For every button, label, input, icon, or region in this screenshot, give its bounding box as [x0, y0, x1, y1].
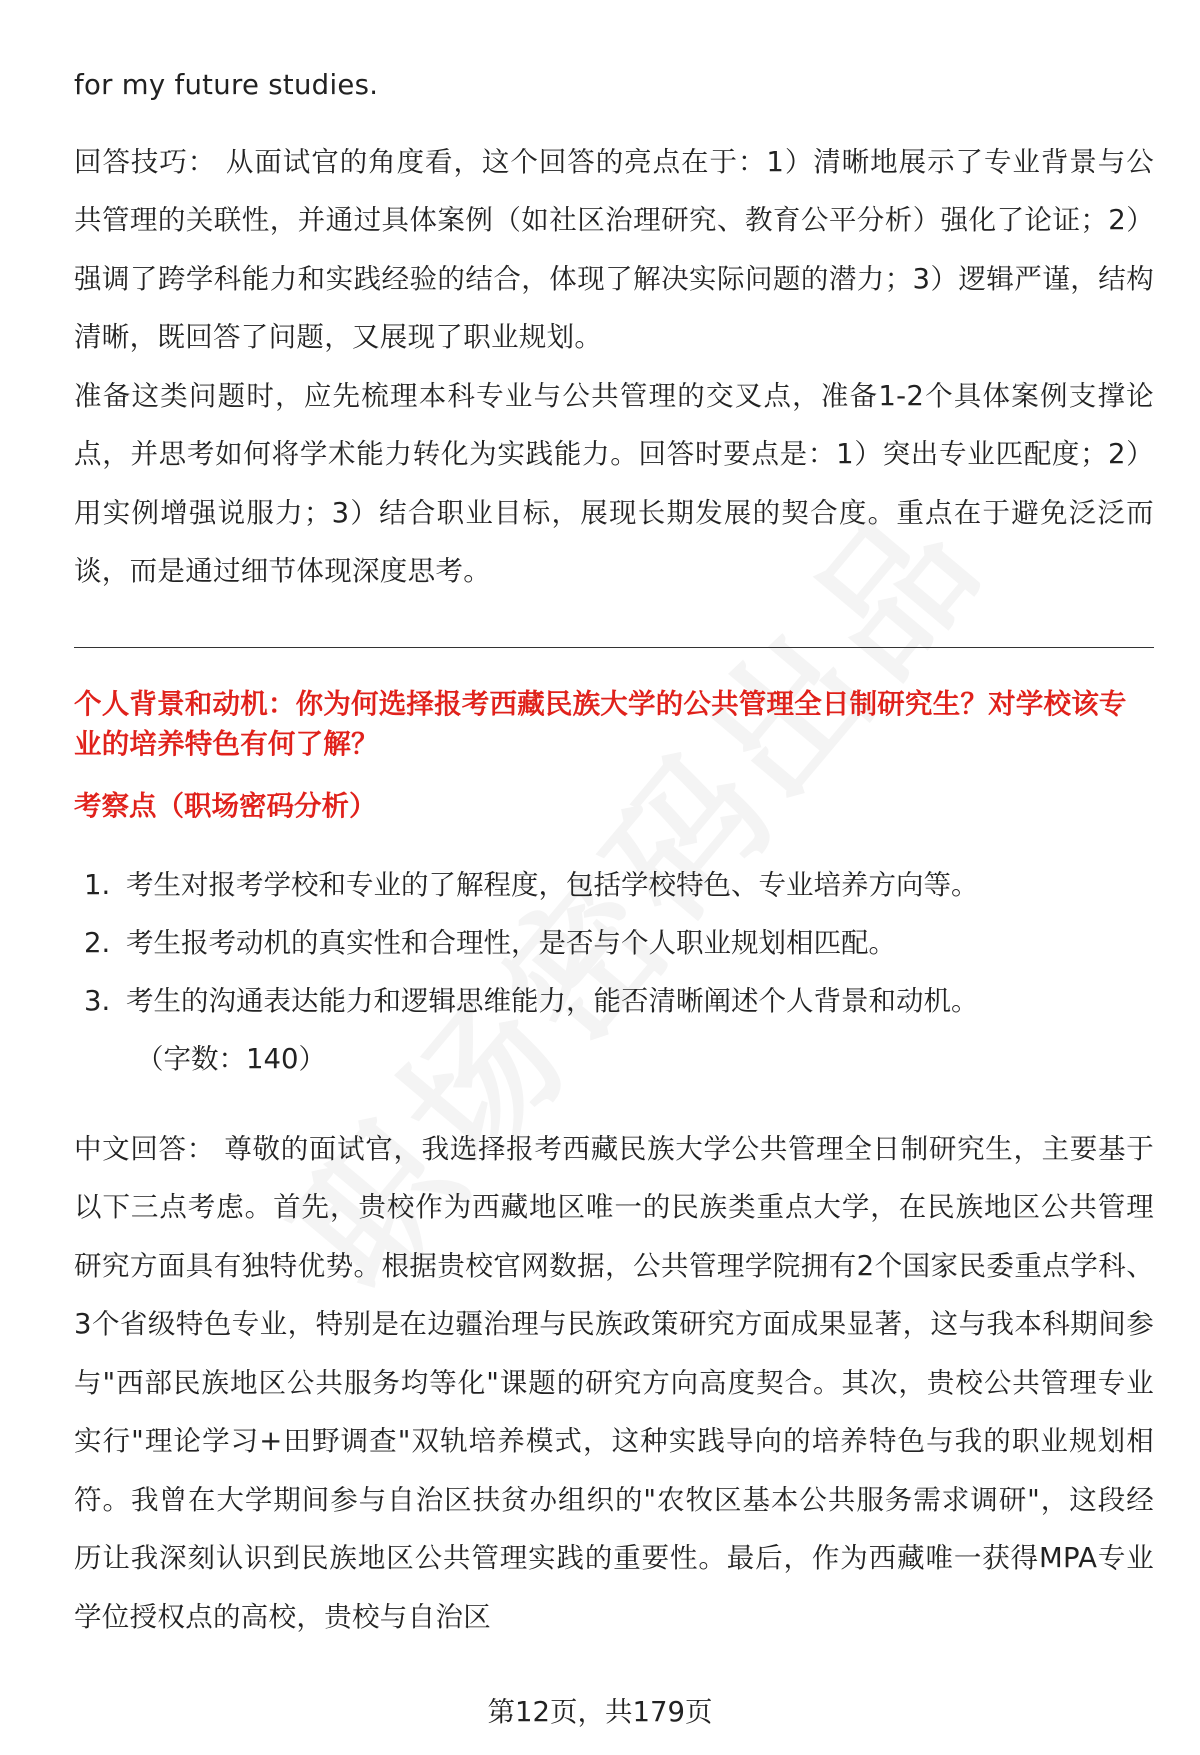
- list-text: 考生对报考学校和专业的了解程度，包括学校特色、专业培养方向等。: [126, 868, 979, 901]
- list-item: [74, 856, 1154, 914]
- assessment-list: [74, 856, 1154, 1030]
- list-item: [74, 972, 1154, 1030]
- tips-paragraph: 回答技巧： 从面试官的角度看，这个回答的亮点在于：1）清晰地展示了专业背景与公共管理的关联性，并通过具体案例（如社区治理研究、教育公平分析）强化了论证；2）强调了跨学科能力和实践经验的结合，体现了解决实际问题的潜力；3）逻辑严谨，结构清晰，既回答了问题，又展现了职业规划。: [74, 145, 1154, 353]
- section-divider: [74, 647, 1154, 648]
- page-footer: 第12页，共179页: [487, 1696, 713, 1728]
- list-item: [74, 914, 1154, 972]
- assessment-heading: 考察点（职场密码分析）: [74, 789, 377, 822]
- chinese-answer-paragraph: 中文回答： 尊敬的面试官，我选择报考西藏民族大学公共管理全日制研究生，主要基于以下三点考虑。首先，贵校作为西藏地区唯一的民族类重点大学，在民族地区公共管理研究方面具有独特优势。根据贵校官网数据，公共管理学院拥有2个国家民委重点学科、3个省级特色专业，特别是在边疆治理与民族政策研究方面成果显著，这与我本科期间参与"西部民族地区公共服务均等化"课题的研究方向高度契合。其次，贵校公共管理专业实行"理论学习+田野调查"双轨培养模式，这种实践导向的培养特色与我的职业规划相符。我曾在大学期间参与自治区扶贫办组织的"农牧区基本公共服务需求调研"，这段经历让我深刻认识到民族地区公共管理实践的重要性。最后，作为西藏唯一获得MPA专业学位授权点的高校，贵校与自治区: [74, 1132, 1154, 1633]
- word-count: （字数：140）: [136, 1042, 326, 1075]
- list-number: 3.: [84, 984, 111, 1017]
- question-heading: 个人背景和动机：你为何选择报考西藏民族大学的公共管理全日制研究生？对学校该专业的培养特色有何了解？: [74, 687, 1127, 760]
- intro-line: for my future studies.: [74, 69, 379, 101]
- list-number: 1.: [84, 868, 111, 901]
- list-number: 2.: [84, 926, 111, 959]
- document-page: [74, 56, 1154, 1646]
- prep-paragraph: 准备这类问题时，应先梳理本科专业与公共管理的交叉点，准备1-2个具体案例支撑论点，并思考如何将学术能力转化为实践能力。回答时要点是：1）突出专业匹配度；2）用实例增强说服力；3）结合职业目标，展现长期发展的契合度。重点在于避免泛泛而谈，而是通过细节体现深度思考。: [74, 379, 1154, 587]
- list-text: 考生报考动机的真实性和合理性，是否与个人职业规划相匹配。: [126, 926, 896, 959]
- list-text: 考生的沟通表达能力和逻辑思维能力，能否清晰阐述个人背景和动机。: [126, 984, 979, 1017]
